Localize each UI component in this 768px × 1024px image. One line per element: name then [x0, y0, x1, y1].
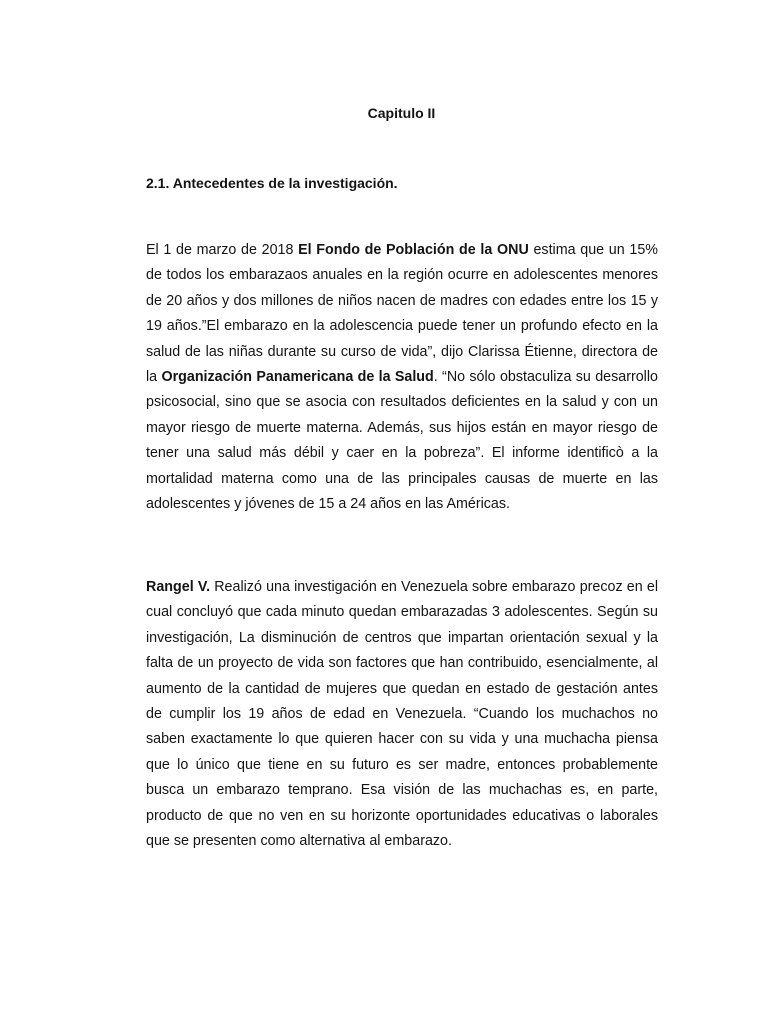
organization-name-ops: Organización Panamericana de la Salud [161, 369, 434, 386]
paragraph-onu-report [146, 238, 658, 517]
author-name: Rangel V. [146, 579, 211, 595]
paragraph-body-text-continued: . “No sólo obstaculiza su desarrollo psicosocial, sino que se asocia con resultados deficientes en la salud y con un mayor riesgo de muerte materna. Además, sus hijos están en mayor riesgo de tener una salud más débil y caer en la pobreza”. El informe identificò a la mortalidad materna como una de las principales causas de muerte en las adolescentes y jóvenes de 15 a 24 años en las Américas. [146, 369, 658, 513]
section-heading: 2.1. Antecedentes de la investigación. [146, 175, 398, 191]
chapter-title: Capitulo II [367, 105, 436, 121]
paragraph-study-text: Realizó una investigación en Venezuela sobre embarazo precoz en el cual concluyó que cada minuto quedan embarazadas 3 adolescentes. Según su investigación, La disminución de centros que impartan orientación sexual y la falta de un proyecto de vida son factores que han contribuido, esencialmente, al aumento de la cantidad de mujeres que quedan en estado de gestación antes de cumplir los 19 años de edad en Venezuela. “Cuando los muchachos no saben exactamente lo que quieren hacer con su vida y una muchacha piensa que lo único que tiene en su futuro es ser madre, entonces probablemente busca un embarazo temprano. Esa visión de las muchachas es, en parte, producto de que no ven en su horizonte oportunidades educativas o laborales que se presenten como alternativa al embarazo. [146, 579, 658, 850]
organization-name-onu: El Fondo de Población de la ONU [298, 242, 529, 258]
paragraph-intro-text: El 1 de marzo de 2018 [146, 242, 299, 258]
paragraph-body-text: estima que un 15% de todos los embarazaos anuales en la región ocurre en adolescentes menores de 20 años y dos millones de niños nacen de madres con edades entre los 15 y 19 años.”El embarazo en la adolescencia puede tener un profundo efecto en la salud de las niñas durante su curso de vida”, dijo Clarissa Étienne, directora de la [146, 242, 659, 386]
paragraph-rangel-study [146, 575, 658, 854]
